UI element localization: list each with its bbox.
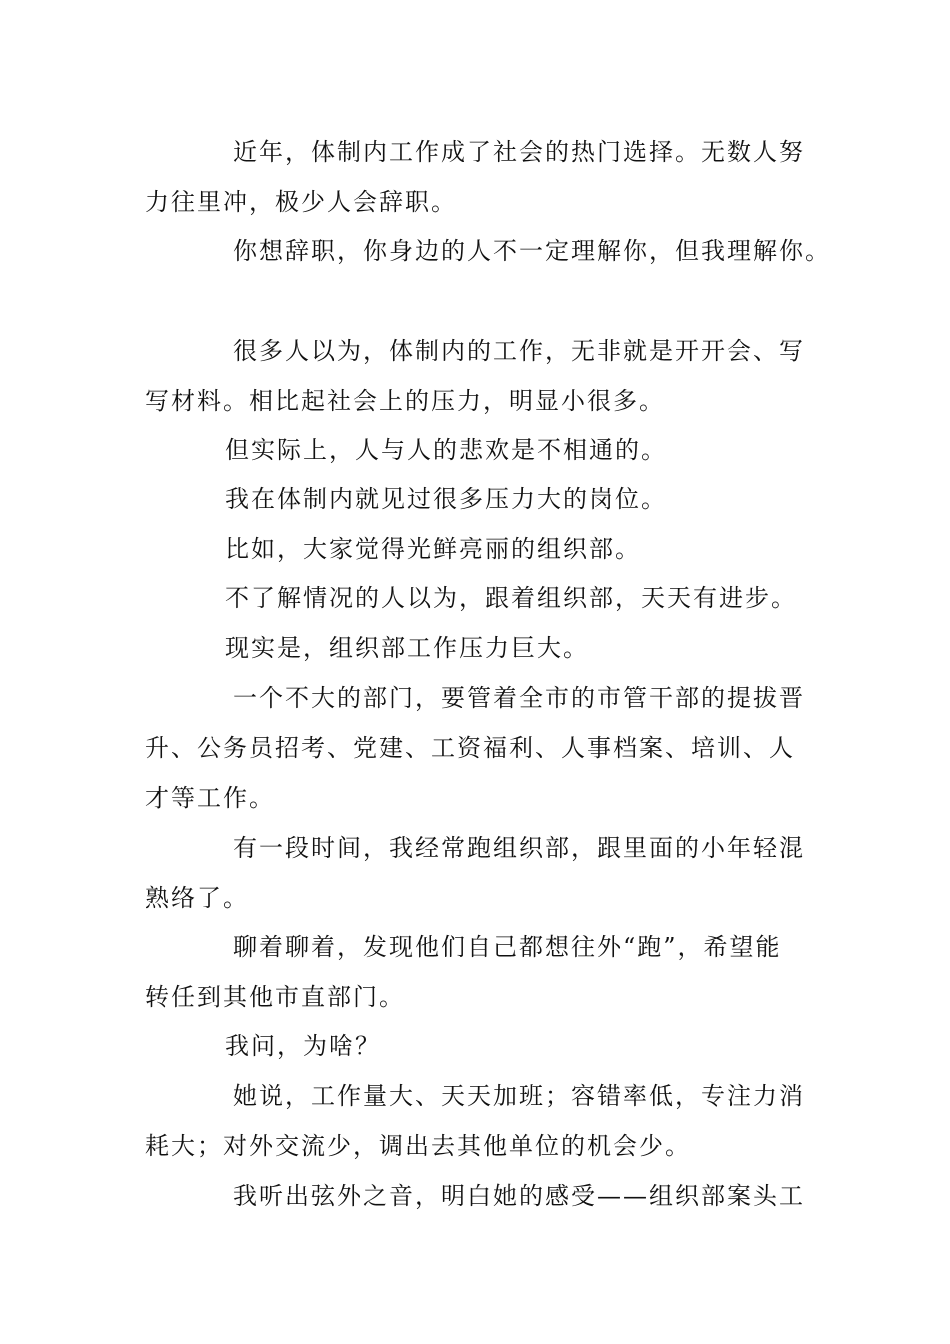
text-line: 力往里冲，极少人会辞职。 — [145, 188, 457, 216]
text-line: 现实是，组织部工作压力巨大。 — [225, 634, 589, 662]
text-line: 转任到其他市直部门。 — [145, 983, 405, 1011]
text-line: 升、公务员招考、党建、工资福利、人事档案、培训、人 — [145, 734, 795, 762]
text-line: 才等工作。 — [145, 784, 275, 812]
text-line: 我问，为啥？ — [225, 1032, 381, 1060]
text-line: 近年，体制内工作成了社会的热门选择。无数人努 — [233, 138, 805, 166]
text-line: 但实际上，人与人的悲欢是不相通的。 — [225, 436, 667, 464]
text-line: 我听出弦外之音，明白她的感受——组织部案头工 — [233, 1182, 805, 1210]
text-line: 聊着聊着，发现他们自己都想往外“跑”，希望能 — [233, 933, 782, 961]
text-line: 有一段时间，我经常跑组织部，跟里面的小年轻混 — [233, 834, 805, 862]
text-line: 比如，大家觉得光鲜亮丽的组织部。 — [225, 535, 641, 563]
text-line: 熟络了。 — [145, 884, 249, 912]
text-line: 我在体制内就见过很多压力大的岗位。 — [225, 485, 667, 513]
text-line: 一个不大的部门，要管着全市的市管干部的提拔晋 — [233, 684, 805, 712]
text-line: 写材料。相比起社会上的压力，明显小很多。 — [145, 387, 665, 415]
text-line: 她说，工作量大、天天加班；容错率低，专注力消 — [233, 1082, 805, 1110]
text-line: 很多人以为，体制内的工作，无非就是开开会、写 — [233, 337, 805, 365]
text-line: 耗大；对外交流少，调出去其他单位的机会少。 — [145, 1132, 691, 1160]
text-line: 你想辞职，你身边的人不一定理解你，但我理解你。 — [233, 237, 831, 265]
text-line: 不了解情况的人以为，跟着组织部，天天有进步。 — [225, 584, 797, 612]
